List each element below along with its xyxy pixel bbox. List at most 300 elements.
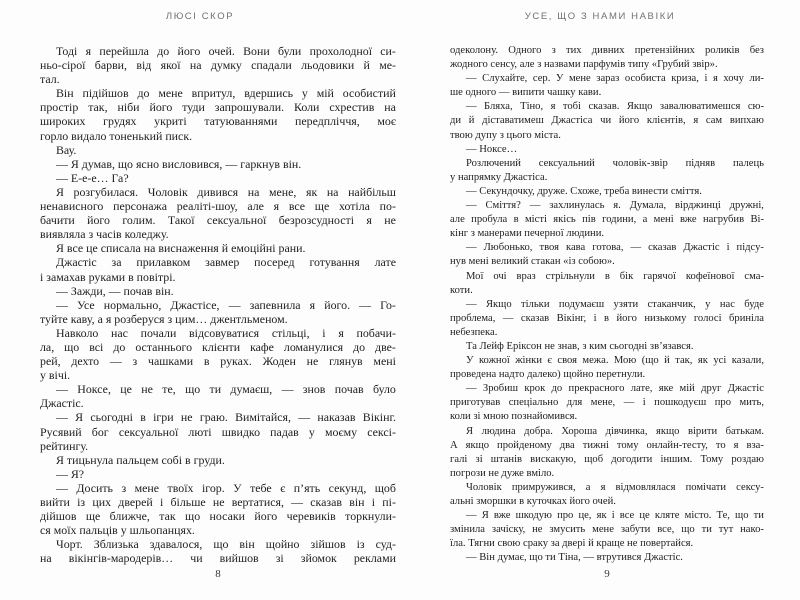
word: голосі xyxy=(693,312,722,324)
word: все, xyxy=(657,524,675,536)
word: я xyxy=(550,101,556,113)
text-line xyxy=(40,255,396,269)
word: — xyxy=(281,382,294,397)
word: узяти xyxy=(613,298,639,310)
word: щоб xyxy=(374,480,396,495)
word: сю- xyxy=(747,101,764,113)
text-line: Я тицьнула пальцем собі в груди. xyxy=(56,452,225,467)
word: стільці, xyxy=(271,325,310,340)
word: зачіску, xyxy=(491,524,526,536)
word: У xyxy=(233,480,242,495)
word: сказав xyxy=(648,242,677,254)
word: Мою xyxy=(613,355,637,367)
word: вискакую, xyxy=(530,453,577,465)
word: Я xyxy=(56,184,64,199)
text-line xyxy=(450,425,764,439)
word: проблема, xyxy=(450,312,496,324)
word: нормально, xyxy=(103,297,162,312)
word: сексуальний xyxy=(538,157,595,169)
word: простір xyxy=(40,100,79,115)
word: сказав. xyxy=(588,101,620,113)
word: — xyxy=(228,297,241,312)
word: лате, xyxy=(630,383,653,395)
text-line xyxy=(40,551,396,565)
word: у xyxy=(301,86,308,101)
word: я xyxy=(733,439,739,451)
word: розгубилася. xyxy=(73,184,139,199)
word: то xyxy=(715,439,726,451)
word: Я xyxy=(75,410,84,425)
text-line xyxy=(450,354,764,368)
word: хотіла xyxy=(338,199,370,214)
word: сьогодні xyxy=(90,410,133,425)
word: очі xyxy=(493,270,507,282)
text-line: рейтингу. xyxy=(40,438,89,453)
word: і xyxy=(704,73,708,85)
word: в xyxy=(604,270,610,282)
word: на xyxy=(189,58,202,73)
word: підсу- xyxy=(736,242,764,254)
word: все xyxy=(619,510,635,522)
word: казали, xyxy=(731,355,764,367)
word: посеред xyxy=(254,255,295,270)
text-line: туйте каву, а я розберуся з цим… джентльменом. xyxy=(40,311,288,326)
word: — xyxy=(466,200,477,212)
word: не xyxy=(180,410,193,425)
text-line xyxy=(450,72,764,86)
word: падав xyxy=(270,424,299,439)
word: Те, xyxy=(716,510,730,522)
word: своя xyxy=(557,355,577,367)
word: і xyxy=(726,242,730,254)
word: захлинулась xyxy=(549,200,605,212)
word: що xyxy=(213,537,229,552)
word: якщо xyxy=(465,439,490,451)
word: — xyxy=(630,242,642,254)
word: тебе xyxy=(250,480,272,495)
text-line: нув мені великий стакан «із собою». xyxy=(450,256,615,268)
word: торкнули- xyxy=(345,509,396,524)
word: готова, xyxy=(592,242,624,254)
word: — xyxy=(502,312,514,324)
word: Сміття? xyxy=(485,200,521,212)
word: подумаєш xyxy=(558,298,605,310)
word: укриті xyxy=(154,114,187,129)
word: завмер xyxy=(205,255,240,270)
text-line xyxy=(40,86,396,100)
word: бачити xyxy=(40,213,75,228)
text-line: альні зморшки в куточках його очей. xyxy=(450,496,616,507)
word: помічати xyxy=(685,481,727,493)
text-line xyxy=(450,453,764,467)
word: голим. xyxy=(122,213,156,228)
word: претензійних xyxy=(634,45,695,56)
word: нас xyxy=(719,298,735,310)
word: я xyxy=(338,325,344,340)
word: більше xyxy=(170,495,206,509)
text-line: горло видало тоненький писк. xyxy=(40,128,193,143)
word: гарячої xyxy=(643,270,676,282)
text-line: — Зажди, — почав він. xyxy=(56,283,174,298)
word: але xyxy=(247,199,264,214)
text-line xyxy=(450,270,764,284)
word: глянув xyxy=(329,354,363,369)
word: пройденому xyxy=(497,439,552,451)
word: ли- xyxy=(749,73,764,85)
text-line xyxy=(40,185,396,199)
word: з xyxy=(132,354,138,369)
word: що xyxy=(735,510,749,522)
word: пів xyxy=(582,214,596,226)
word: — xyxy=(359,297,372,312)
word: зі xyxy=(475,453,483,465)
word: до xyxy=(113,339,126,354)
text-line xyxy=(450,382,764,396)
word: зійшов xyxy=(310,537,346,552)
text-line: Джастіс. xyxy=(40,396,84,411)
word: одеколону. xyxy=(450,45,498,56)
word: моє xyxy=(377,114,396,129)
word: Джастіса xyxy=(551,115,593,127)
word: вірити xyxy=(687,425,718,437)
word: граю. xyxy=(199,410,228,425)
word: ди xyxy=(450,115,462,127)
word: тобі xyxy=(562,101,581,113)
word: — xyxy=(291,495,304,509)
word: нако- xyxy=(740,524,764,536)
word: чи xyxy=(190,551,203,566)
word: що xyxy=(185,382,201,397)
text-line: — Секундочку, друже. Схоже, треба винести сміття. xyxy=(466,185,702,197)
word: до xyxy=(157,44,170,58)
word: дехто xyxy=(71,354,100,369)
word: що xyxy=(185,509,201,524)
word: — xyxy=(466,73,477,85)
word: (що xyxy=(641,355,659,367)
word: Досить xyxy=(76,480,113,495)
word: Вони xyxy=(243,44,270,58)
text-line xyxy=(40,537,396,551)
word: криза, xyxy=(671,73,699,85)
text-line xyxy=(450,312,764,326)
word: у xyxy=(308,424,315,439)
text-line: — Я думав, що ясно висловився, — гаркнув він. xyxy=(56,156,302,171)
page-number-left: 8 xyxy=(215,568,221,580)
word: вдершись xyxy=(244,86,294,101)
word: твоїх xyxy=(167,480,194,495)
word: Усе xyxy=(76,297,95,312)
word: схрестив xyxy=(329,100,375,115)
word: — xyxy=(109,354,122,369)
word: Я xyxy=(481,510,489,522)
word: А xyxy=(450,439,458,451)
word: Чоловік xyxy=(466,481,502,493)
word: усі xyxy=(713,355,727,367)
text-line: — Він думає, що ти Тіна, — втрутився Джастіс. xyxy=(466,552,683,564)
text-line xyxy=(40,213,396,227)
word: ненависного xyxy=(40,199,104,214)
text-line xyxy=(450,481,764,495)
word: я xyxy=(273,199,280,214)
word: були xyxy=(277,44,302,58)
text-line xyxy=(40,340,396,354)
word: — xyxy=(466,101,477,113)
word: я xyxy=(712,73,718,85)
word: — xyxy=(56,410,68,425)
word: так, xyxy=(88,100,108,115)
word: Якщо xyxy=(626,101,653,113)
word: стаканчик, xyxy=(647,298,696,310)
word: вікінгів-мародерів… xyxy=(68,551,174,566)
word: ігри xyxy=(153,410,174,425)
word: кафе xyxy=(250,339,274,354)
word: секунд, xyxy=(328,480,367,495)
word: сексуальної xyxy=(118,424,179,439)
word: рей, xyxy=(40,354,61,369)
word: Вимітайся, xyxy=(235,410,291,425)
word: щойно xyxy=(265,537,300,552)
word: Чоловік xyxy=(147,184,188,199)
word: й xyxy=(664,355,670,367)
text-line xyxy=(450,157,764,171)
word: Тоді xyxy=(56,44,78,58)
word: кофеїнової xyxy=(685,270,735,282)
word: суд- xyxy=(375,537,396,552)
text-line: коти. xyxy=(450,284,473,296)
word: вийти xyxy=(40,495,70,509)
word: си- xyxy=(380,44,396,58)
word: мій xyxy=(316,86,334,101)
word: лате xyxy=(374,255,396,270)
word: це, xyxy=(578,510,592,522)
word: і xyxy=(159,495,164,509)
word: його xyxy=(149,100,173,115)
word: — xyxy=(466,383,477,395)
word: ближче, xyxy=(109,509,150,524)
word: две- xyxy=(375,339,396,354)
word: мені xyxy=(373,354,396,369)
word: дійшов xyxy=(40,509,77,524)
word: Якщо xyxy=(485,298,512,310)
word: перейшла xyxy=(99,44,149,58)
word: всі xyxy=(89,339,104,354)
word: тих xyxy=(566,45,582,56)
word: завалюватимешся xyxy=(659,101,741,113)
word: дверей xyxy=(118,495,153,509)
word: Ві- xyxy=(750,214,764,226)
word: вже xyxy=(493,510,511,522)
word: Чорт. xyxy=(56,537,83,552)
word: прекрасного xyxy=(568,383,625,395)
word: Коли xyxy=(293,100,320,115)
word: крок xyxy=(524,383,546,395)
word: Зблизька xyxy=(93,537,139,552)
text-line: ше одного — випити чашку кави. xyxy=(450,87,602,99)
word: пробула xyxy=(471,214,508,226)
word: його. xyxy=(324,297,351,312)
word: барви, xyxy=(94,58,128,73)
word: його xyxy=(254,509,278,524)
word: на xyxy=(384,100,396,115)
word: я xyxy=(309,297,316,312)
word: грудях xyxy=(103,114,137,129)
word: примружився, xyxy=(511,481,576,493)
word: і xyxy=(642,397,646,409)
word: відмовлялася xyxy=(615,481,676,493)
word: до xyxy=(353,339,366,354)
word: для xyxy=(566,397,583,409)
word: зі xyxy=(275,551,284,566)
word: Такої xyxy=(167,213,195,228)
word: в xyxy=(203,354,210,369)
word: ти xyxy=(753,510,764,522)
word: змусить xyxy=(549,524,586,536)
word: мені xyxy=(653,214,674,226)
word: ігор. xyxy=(201,480,225,495)
word: сексуальної xyxy=(206,213,267,228)
word: я. xyxy=(613,200,621,212)
word: ти xyxy=(209,382,222,397)
word: так xyxy=(159,509,176,524)
word: кава xyxy=(565,242,586,254)
text-line xyxy=(40,382,396,396)
running-header-right: УСЕ, ЩО З НАМИ НАВІКИ xyxy=(524,11,676,22)
word: швидко xyxy=(221,424,261,439)
word: татуюваннями xyxy=(204,114,278,129)
word: вийшов xyxy=(219,551,259,566)
word: почали xyxy=(140,325,177,340)
word: він xyxy=(239,537,255,552)
word: ще xyxy=(85,509,101,524)
word: хочу xyxy=(723,73,744,85)
word: ще xyxy=(314,199,330,214)
word: не xyxy=(306,354,319,369)
text-line: тал. xyxy=(40,72,60,87)
word: Ноксе, xyxy=(77,382,111,397)
text-line: — Я? xyxy=(56,466,85,481)
word: очей. xyxy=(208,44,235,58)
word: по- xyxy=(379,199,396,214)
word: сер. xyxy=(532,73,551,85)
word: — xyxy=(623,397,635,409)
word: шкодую xyxy=(515,510,552,522)
text-line xyxy=(450,298,764,312)
text-line: небезпека. xyxy=(450,326,498,338)
word: Тіно, xyxy=(520,101,544,113)
word: зараз xyxy=(596,73,620,85)
word: реаліті-шоу, xyxy=(176,199,238,214)
word: Хороша xyxy=(561,425,598,437)
word: місто. xyxy=(684,510,712,522)
word: штанів xyxy=(490,453,523,465)
word: вірджинці xyxy=(675,200,721,212)
word: так, xyxy=(675,355,693,367)
word: прохолодної xyxy=(309,44,372,58)
word: роликів xyxy=(704,45,740,56)
word: я xyxy=(85,44,92,58)
text-line xyxy=(40,114,396,128)
text-line: їла. Тягни свою сраку за двері й краще не повертайся. xyxy=(450,538,694,550)
word: Слухайте, xyxy=(482,73,528,85)
word: — xyxy=(56,382,68,397)
word: Любонько, xyxy=(483,242,533,254)
word: це xyxy=(639,510,650,522)
word: підняв xyxy=(685,157,716,169)
word: як xyxy=(697,355,708,367)
text-line: ся моїх пальців у шльопанцях. xyxy=(40,523,195,538)
word: дружні, xyxy=(729,200,764,212)
text-line: кінг з манерами печерної людини. xyxy=(450,228,605,240)
word: до xyxy=(551,383,563,395)
word: приготував xyxy=(450,397,501,409)
word: спадали xyxy=(251,58,292,73)
word: з xyxy=(551,45,556,56)
word: він xyxy=(349,495,365,509)
text-line xyxy=(40,298,396,312)
word: вза- xyxy=(746,439,764,451)
word: догодити xyxy=(611,453,653,465)
word: Джастіс xyxy=(683,242,720,254)
text-line xyxy=(450,100,764,114)
word: підійшов xyxy=(82,86,129,101)
text-line xyxy=(40,425,396,439)
word: мене, xyxy=(590,397,616,409)
word: два xyxy=(559,439,575,451)
word: моєму xyxy=(325,424,358,439)
text-line: виявляла з часів коледжу. xyxy=(40,227,169,242)
word: ла, xyxy=(40,339,55,354)
page-text-right xyxy=(450,44,764,565)
word: але xyxy=(450,214,465,226)
text-line xyxy=(40,354,396,368)
text-line xyxy=(450,439,764,453)
word: на xyxy=(247,184,260,199)
word: а xyxy=(642,214,648,226)
word: Джастіс xyxy=(727,383,764,395)
word: із xyxy=(77,495,86,509)
word: чи xyxy=(600,115,612,127)
word: в xyxy=(140,410,146,425)
word: вже xyxy=(680,214,697,226)
word: спеціально xyxy=(508,397,559,409)
word: якісь xyxy=(553,214,576,226)
word: останнього xyxy=(135,339,193,354)
word: носаки xyxy=(209,509,245,524)
word: відсовуватися xyxy=(189,325,260,340)
word: Розлючений xyxy=(466,157,521,169)
text-line xyxy=(40,410,396,424)
text-line xyxy=(40,199,396,213)
word: мене xyxy=(158,86,183,101)
word: Я xyxy=(466,425,474,437)
word: те, xyxy=(162,382,176,397)
word: мене, xyxy=(268,184,297,199)
word: Тому xyxy=(700,453,724,465)
running-header-left: ЛЮСІ СКОР xyxy=(165,11,235,22)
word: безрозсудності xyxy=(278,213,355,228)
word: клієнтів, xyxy=(646,115,686,127)
word: знов xyxy=(302,382,326,397)
text-line xyxy=(450,509,764,523)
word: мене xyxy=(568,73,591,85)
word: про xyxy=(714,397,732,409)
word: бог xyxy=(91,424,109,439)
word: бриніла xyxy=(729,312,764,324)
word: льодовики xyxy=(301,58,355,73)
word: як xyxy=(596,510,607,522)
word: Джастіс xyxy=(56,255,97,270)
word: Думала, xyxy=(629,200,667,212)
